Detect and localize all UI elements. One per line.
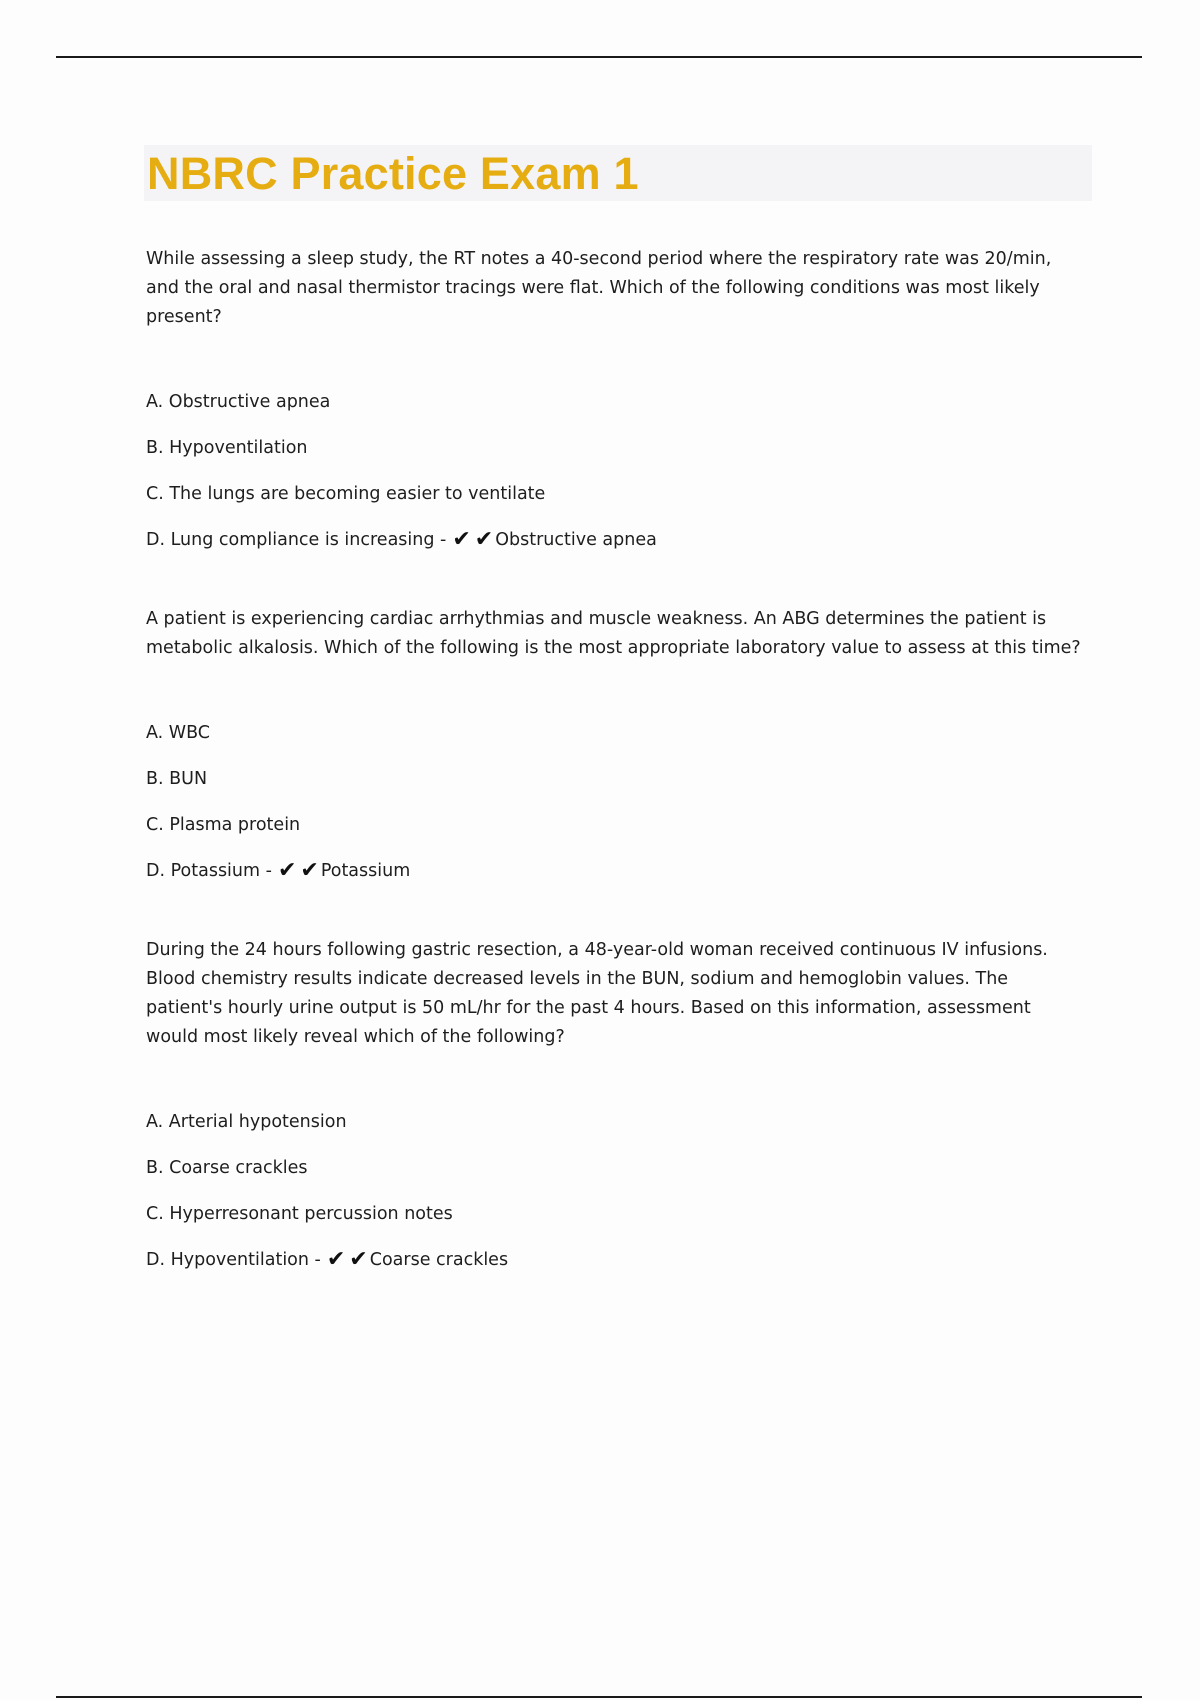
correct-answer: Obstructive apnea — [495, 530, 657, 550]
option-a: A. Obstructive apnea — [146, 392, 331, 412]
question-3 — [146, 936, 1086, 1275]
header-rule — [56, 56, 1142, 58]
check-icon: ✔ — [452, 527, 471, 552]
check-icon: ✔ — [474, 527, 494, 552]
answer-options — [146, 719, 1086, 886]
question-1 — [146, 245, 1086, 555]
option-d: D. Lung compliance is increasing - — [146, 530, 447, 550]
option-b: B. BUN — [146, 769, 208, 789]
answer-options — [146, 1108, 1086, 1275]
option-a: A. Arterial hypotension — [146, 1112, 347, 1132]
option-d: D. Hypoventilation - — [146, 1250, 321, 1270]
question-stem: While assessing a sleep study, the RT notes a 40-second period where the respiratory rate was 20/min, and the oral and nasal thermistor tracings were flat. Which of the following conditions was most likely present? — [146, 249, 1052, 327]
question-2 — [146, 605, 1086, 886]
option-c: C. Hyperresonant percussion notes — [146, 1204, 453, 1224]
option-b: B. Hypoventilation — [146, 438, 308, 458]
option-a: A. WBC — [146, 723, 211, 743]
option-d-with-answer — [146, 1246, 1086, 1275]
exam-content — [146, 245, 1086, 1275]
answer-options — [146, 388, 1086, 555]
correct-answer: Coarse crackles — [369, 1250, 509, 1270]
check-icon: ✔ — [349, 1247, 368, 1272]
check-icon: ✔ — [326, 1247, 346, 1272]
check-icon: ✔ — [277, 858, 297, 883]
option-d-with-answer — [146, 857, 1086, 886]
question-stem: During the 24 hours following gastric resection, a 48-year-old woman received continuous IV infusions. Blood chemistry results indicate decreased levels in the BUN, sodium and hemoglobin values. The patient's hourly urine output is 50 mL/hr for the past 4 hours. Based on this information, assessment would most likely reveal which of the following? — [146, 940, 1048, 1047]
option-b: B. Coarse crackles — [146, 1158, 308, 1178]
footer-rule — [56, 1696, 1142, 1698]
option-d: D. Potassium - — [146, 861, 272, 881]
option-c: C. Plasma protein — [146, 815, 301, 835]
question-stem: A patient is experiencing cardiac arrhythmias and muscle weakness. An ABG determines the patient is metabolic alkalosis. Which of the following is the most appropriate laboratory value to assess at this time? — [146, 609, 1081, 658]
document-title: NBRC Practice Exam 1 — [147, 148, 639, 199]
check-icon: ✔ — [300, 858, 319, 883]
correct-answer: Potassium — [320, 861, 411, 881]
option-c: C. The lungs are becoming easier to ventilate — [146, 484, 546, 504]
option-d-with-answer — [146, 526, 1086, 555]
